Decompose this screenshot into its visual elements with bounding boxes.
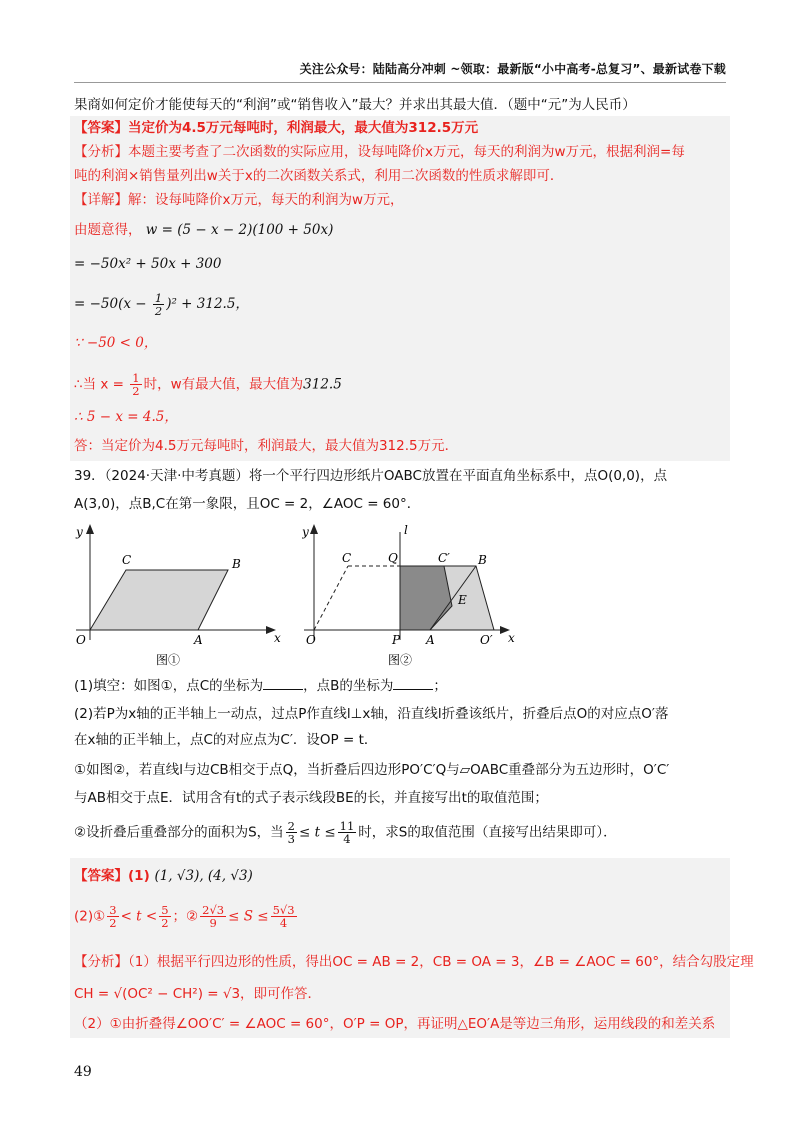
y-axis-arrow <box>86 524 94 534</box>
label-b: B <box>232 557 241 571</box>
ineq-t: ≤ t ≤ <box>299 824 336 841</box>
q39-part2-5 <box>74 820 617 845</box>
label-q: Q <box>388 551 398 565</box>
label-y-2: y <box>302 525 309 539</box>
p1-text-a: (1)填空：如图①，点C的坐标为 <box>74 678 264 694</box>
step5-a: ∴当 x = <box>74 376 129 393</box>
q38-intro: 果商如何定价才能使每天的“利润”或“销售收入”最大？并求出其最大值．（题中“元”为人民币） <box>74 97 636 113</box>
fraction-11-4: $\frac{11}{4}$ <box>339 819 355 846</box>
fraction-2-3: $\frac{2}{3}$ <box>287 819 295 846</box>
q38-step1 <box>74 220 333 240</box>
ans2-ineq-s: ≤ S ≤ <box>228 908 269 925</box>
fig2-caption: 图② <box>388 653 413 667</box>
q38-step5 <box>74 372 342 397</box>
fig1-caption: 图① <box>156 653 181 667</box>
q39-analysis-3: （2）①由折叠得∠OO′C′ = ∠AOC = 60°，O′P = OP，再证明△EO′A是等边三角形，运用线段的和差关系 <box>74 1016 716 1032</box>
answer-blank-c[interactable] <box>263 676 303 690</box>
fraction-3-2: $\frac{3}{2}$ <box>109 903 117 930</box>
label-o-prime: O′ <box>480 633 493 647</box>
q39-line2: A(3,0)，点B,C在第一象限，且OC = 2，∠AOC = 60°． <box>74 496 421 512</box>
q38-analysis-2: 吨的利润×销售量列出w关于x的二次函数关系式，利用二次函数的性质求解即可． <box>74 168 564 184</box>
fraction-5r3-4: $\frac{5√3}{4}$ <box>272 903 295 930</box>
parallelogram-oabc <box>90 570 228 630</box>
ans2-sep: ；② <box>172 908 199 925</box>
q39-analysis-1: 【分析】（1）根据平行四边形的性质，得出OC = AB = 2，CB = OA = 3，∠B = ∠AOC = 60°，结合勾股定理 <box>74 954 754 970</box>
q39-line1: 39．（2024·天津·中考真题）将一个平行四边形纸片OABC放置在平面直角坐标系中，点O(0,0)，点 <box>74 468 668 484</box>
p2-5-b: 时，求S的取值范围（直接写出结果即可）． <box>358 824 617 841</box>
ans1-value: (1, √3), (4, √3) <box>154 868 253 884</box>
p1-text-b: ，点B的坐标为 <box>303 678 394 694</box>
q38-step3 <box>74 292 249 317</box>
fraction-5-2: $\frac{5}{2}$ <box>161 903 169 930</box>
q38-answer: 【答案】当定价为4.5万元每吨时，利润最大，最大值为312.5万元 <box>74 120 479 136</box>
label-p: P <box>392 633 401 647</box>
q38-conclusion: 答：当定价为4.5万元每吨时，利润最大，最大值为312.5万元． <box>74 438 459 454</box>
label-x: x <box>274 631 281 645</box>
q38-step4: ∵ −50 < 0， <box>74 335 158 351</box>
q39-analysis-2: CH = √(OC² − CH²) = √3，即可作答． <box>74 986 322 1002</box>
step3-b: )² + 312.5， <box>166 296 249 312</box>
fraction-half: $\frac{1}{2}$ <box>154 291 163 318</box>
answer-blank-b[interactable] <box>393 676 433 690</box>
q39-part2-1: (2)若P为x轴的正半轴上一动点，过点P作直线l⊥x轴，沿直线l折叠该纸片，折叠后点O的对应点O′落 <box>74 706 669 722</box>
label-e: E <box>458 593 467 607</box>
label-b-2: B <box>478 553 487 567</box>
label-l: l <box>404 523 408 537</box>
y-axis-arrow-2 <box>310 524 318 534</box>
page-number: 49 <box>74 1064 92 1080</box>
label-c-2: C <box>342 551 352 565</box>
label-a-2: A <box>426 633 435 647</box>
fraction-half-2: $\frac{1}{2}$ <box>132 371 140 398</box>
dashed-oc <box>314 566 348 630</box>
fraction-2r3-9: $\frac{2√3}{9}$ <box>202 903 225 930</box>
label-o: O <box>76 633 86 647</box>
label-y: y <box>76 525 83 539</box>
ans-label: 【答案】(1) <box>74 868 150 884</box>
step5-b: 时，w有最大值，最大值为 <box>143 376 304 393</box>
q39-part1 <box>74 676 447 696</box>
header-divider <box>74 82 726 83</box>
figure-2 <box>302 522 522 672</box>
ans2-label: (2)① <box>74 908 106 925</box>
q39-part2-2: 在x轴的正半轴上，点C的对应点为C′．设OP = t． <box>74 732 378 748</box>
ans2-ineq: < t < <box>120 908 158 925</box>
label-c-prime: C′ <box>438 551 450 565</box>
q38-step6: ∴ 5 − x = 4.5， <box>74 409 178 425</box>
p1-text-c: ； <box>433 678 447 694</box>
label-a: A <box>194 633 203 647</box>
q38-step2: = −50x² + 50x + 300 <box>74 256 222 272</box>
label-c: C <box>122 553 132 567</box>
q38-detail: 【详解】解：设每吨降价x万元，每天的利润为w万元， <box>74 192 404 208</box>
step3-a: = −50(x − <box>74 296 151 312</box>
step1-label: 由题意得， <box>74 222 142 238</box>
step5-value: 312.5 <box>303 376 342 393</box>
q39-answer-1 <box>74 866 253 886</box>
p2-5-a: ②设折叠后重叠部分的面积为S，当 <box>74 824 284 841</box>
page-header: 关注公众号：陆陆高分冲刺 ~领取：最新版“小中高考-总复习”、最新试卷下载 <box>299 62 726 76</box>
step1-expr: w = (5 − x − 2)(100 + 50x) <box>145 222 334 238</box>
label-o-2: O <box>306 633 316 647</box>
q38-analysis-1: 【分析】本题主要考查了二次函数的实际应用，设每吨降价x万元，每天的利润为w万元，根据利润=每 <box>74 144 685 160</box>
q39-part2-3: ①如图②，若直线l与边CB相交于点Q，当折叠后四边形PO′C′Q与▱OABC重叠部分为五边形时，O′C′ <box>74 762 670 778</box>
label-x-2: x <box>508 631 515 645</box>
figure-1 <box>70 522 290 672</box>
q39-answer-2 <box>74 904 299 929</box>
q39-part2-4: 与AB相交于点E．试用含有t的式子表示线段BE的长，并直接写出t的取值范围； <box>74 790 548 806</box>
